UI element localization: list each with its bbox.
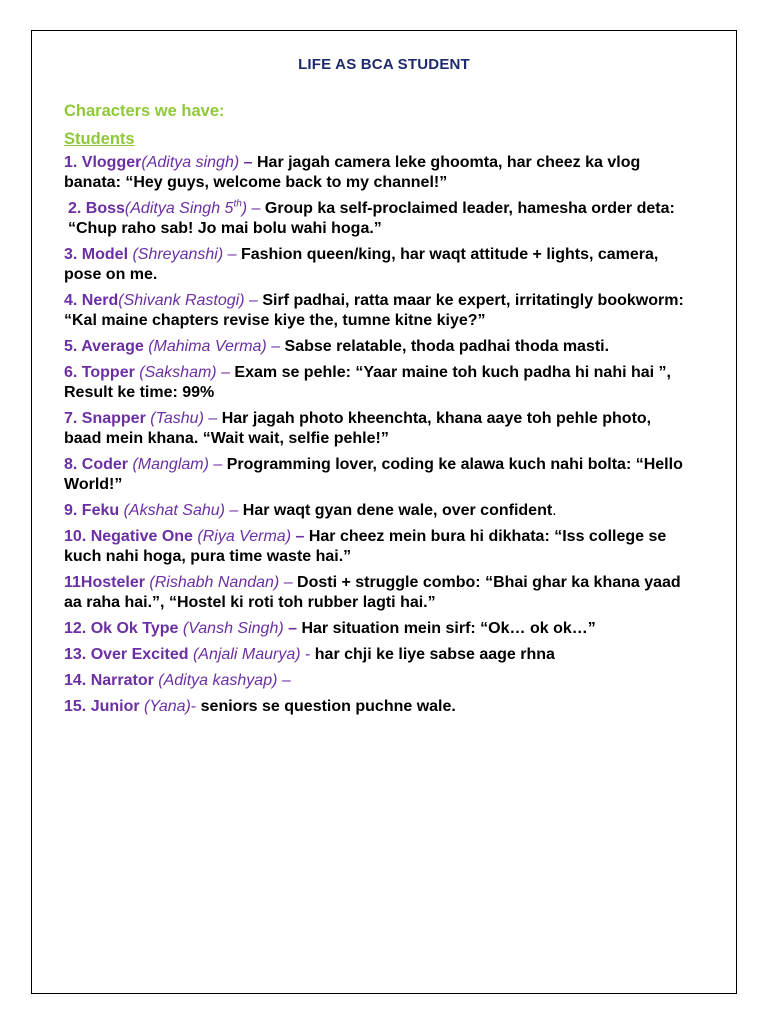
character-actor: (Riya Verma) xyxy=(197,528,292,545)
character-actor: (Manglam) xyxy=(132,456,209,473)
entry-dash: – xyxy=(244,292,263,309)
character-description: Har jagah camera leke ghoomta, har cheez ka vlog banata: “Hey guys, welcome back to my channel!” xyxy=(64,154,641,191)
character-role: 14. Narrator xyxy=(64,672,159,689)
character-entry xyxy=(64,363,690,403)
entry-dash: - xyxy=(300,646,315,663)
character-description: Group ka self-proclaimed leader, hamesha order deta: “Chup raho sab! Jo mai bolu wahi hoga.” xyxy=(68,200,675,237)
character-description: Har jagah photo kheenchta, khana aaye toh pehle photo, baad mein khana. “Wait wait, selfie pehle!” xyxy=(64,410,652,447)
character-description: Sirf padhai, ratta maar ke expert, irritatingly bookworm: “Kal maine chapters revise kiye the, tumne kitne kiye?” xyxy=(64,292,684,329)
character-entry xyxy=(64,619,690,639)
character-entry xyxy=(64,527,690,567)
character-actor: (Aditya singh) xyxy=(141,154,240,171)
character-description: Sabse relatable, thoda padhai thoda masti. xyxy=(284,338,610,355)
entry-dash: – xyxy=(203,410,222,427)
character-list xyxy=(64,153,690,717)
character-actor: (Shivank Rastogi) xyxy=(118,292,245,309)
character-entry xyxy=(64,573,690,613)
character-actor: (Shreyanshi) xyxy=(132,246,224,263)
character-entry xyxy=(64,409,690,449)
character-actor: (Aditya Singh 5 xyxy=(124,200,234,217)
document-body xyxy=(64,101,690,723)
character-actor: (Akshat Sahu) xyxy=(123,502,225,519)
character-entry xyxy=(64,501,690,521)
character-entry xyxy=(64,645,690,665)
character-actor: (Rishabh Nandan) xyxy=(149,574,280,591)
character-role: 10. Negative One xyxy=(64,528,198,545)
character-description: Programming lover, coding ke alawa kuch nahi bolta: “Hello World!” xyxy=(64,456,683,493)
character-actor: (Anjali Maurya) xyxy=(192,646,301,663)
character-entry xyxy=(64,337,690,357)
character-entry xyxy=(64,153,690,193)
character-description: Har cheez mein bura hi dikhata: “Iss college se kuch nahi hoga, pura time waste hai.” xyxy=(64,528,667,565)
character-role: 2. Boss xyxy=(68,200,125,217)
character-actor: (Aditya kashyap) xyxy=(158,672,278,689)
character-role: 3. Model xyxy=(64,246,133,263)
entry-dash: – xyxy=(224,502,243,519)
character-entry xyxy=(64,291,690,331)
character-actor: (Vansh Singh) xyxy=(182,620,284,637)
character-entry xyxy=(64,671,690,691)
character-actor: (Saksham) xyxy=(139,364,217,381)
entry-dash: - xyxy=(190,698,201,715)
character-role: 13. Over Excited xyxy=(64,646,193,663)
character-role: 11Hosteler xyxy=(64,574,150,591)
character-actor: (Yana) xyxy=(144,698,191,715)
character-description: Har situation mein sirf: “Ok… ok ok…” xyxy=(301,620,596,637)
actor-superscript: th xyxy=(233,198,242,210)
character-description: Fashion queen/king, har waqt attitude + lights, camera, pose on me. xyxy=(64,246,659,283)
character-description: Exam se pehle: “Yaar maine toh kuch padha hi nahi hai ”, Result ke time: 99% xyxy=(64,364,671,401)
entry-dash: – xyxy=(208,456,227,473)
characters-heading: Characters we have: xyxy=(64,102,225,120)
entry-dash: – xyxy=(216,364,235,381)
character-entry xyxy=(64,697,690,717)
character-role: 6. Topper xyxy=(64,364,140,381)
character-role: 8. Coder xyxy=(64,456,133,473)
entry-dash: – xyxy=(277,672,291,689)
entry-dash: – xyxy=(239,154,257,171)
character-description: seniors se question puchne wale. xyxy=(200,698,456,715)
entry-dash: – xyxy=(291,528,309,545)
entry-dash: – xyxy=(279,574,298,591)
character-role: 9. Feku xyxy=(64,502,124,519)
document-title: LIFE AS BCA STUDENT xyxy=(298,56,470,73)
character-role: 15. Junior xyxy=(64,698,145,715)
entry-dash: – xyxy=(223,246,241,263)
entry-dash: – xyxy=(283,620,302,637)
students-heading: Students xyxy=(64,130,135,148)
character-description: har chji ke liye sabse aage rhna xyxy=(314,646,555,663)
character-role: 4. Nerd xyxy=(64,292,119,309)
entry-tail: . xyxy=(552,502,557,519)
character-role: 5. Average xyxy=(64,338,149,355)
character-role: 12. Ok Ok Type xyxy=(64,620,183,637)
entry-dash: – xyxy=(266,338,285,355)
character-role: 7. Snapper xyxy=(64,410,151,427)
character-entry xyxy=(64,199,690,239)
character-description: Har waqt gyan dene wale, over confident xyxy=(242,502,553,519)
character-actor: (Mahima Verma) xyxy=(148,338,267,355)
character-entry xyxy=(64,455,690,495)
character-actor: (Tashu) xyxy=(150,410,204,427)
actor-close: ) xyxy=(241,200,248,217)
character-role: 1. Vlogger xyxy=(64,154,142,171)
character-description: Dosti + struggle combo: “Bhai ghar ka khana yaad aa raha hai.”, “Hostel ki roti toh rubber lagti hai.” xyxy=(64,574,681,611)
character-entry xyxy=(64,245,690,285)
entry-dash: – xyxy=(247,200,265,217)
